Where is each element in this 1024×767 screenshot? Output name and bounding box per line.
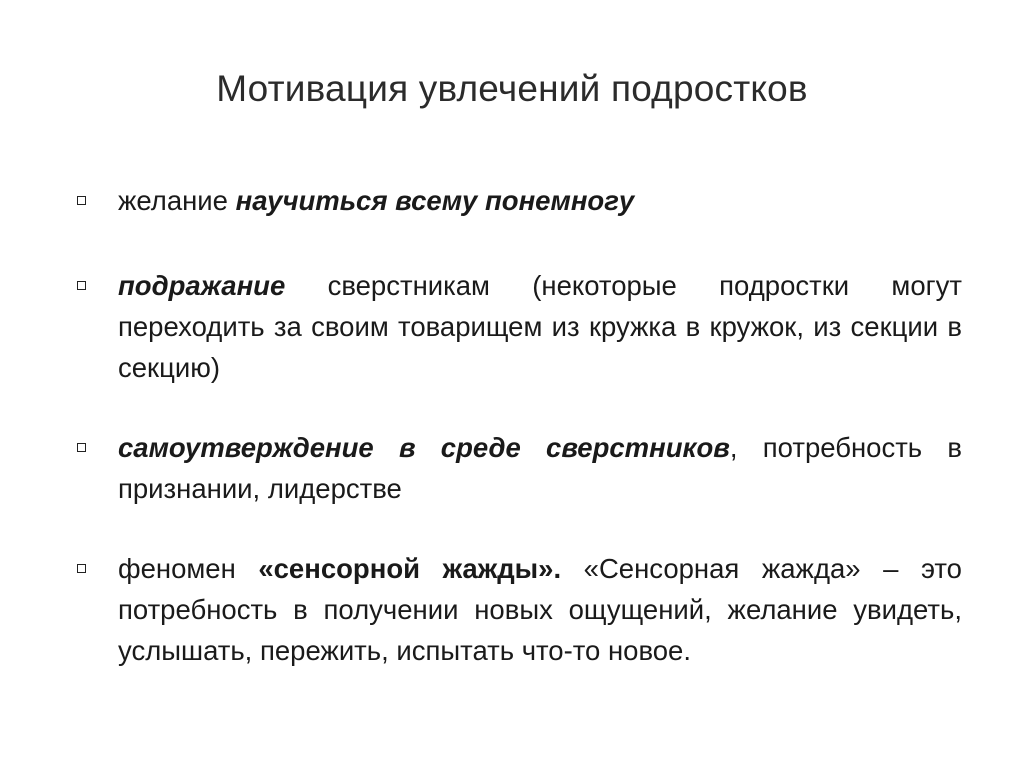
- item-lead: желание: [118, 185, 236, 216]
- list-item-text: [118, 427, 962, 509]
- item-lead: феномен: [118, 553, 259, 584]
- list-item-text: [118, 265, 962, 388]
- slide-title: Мотивация увлечений подростков: [216, 68, 808, 109]
- list-item-text: [118, 180, 962, 221]
- list-item: [77, 265, 962, 388]
- hollow-square-icon: [77, 196, 86, 205]
- item-rest: «Сенсорная жажда» – это потребность в получении новых ощущений, желание увидеть, услышать, пережить, испытать что-то новое.: [118, 553, 962, 666]
- list-item: [77, 548, 962, 671]
- item-emphasis: научиться всему понемногу: [235, 185, 635, 216]
- list-item: [77, 427, 962, 509]
- hollow-square-icon: [77, 281, 86, 290]
- list-item: [77, 180, 962, 221]
- item-rest: , потребность в признании, лидерстве: [118, 432, 962, 504]
- hollow-square-icon: [77, 564, 86, 573]
- hollow-square-icon: [77, 443, 86, 452]
- item-emphasis: подражание: [118, 270, 286, 301]
- list-item-text: [118, 548, 962, 671]
- item-strong: «сенсорной жажды».: [258, 553, 562, 584]
- item-emphasis: самоутверждение в среде сверстников: [118, 432, 730, 463]
- item-rest: сверстникам (некоторые подростки могут переходить за своим товарищем из кружка в кружок, из секции в секцию): [118, 270, 962, 383]
